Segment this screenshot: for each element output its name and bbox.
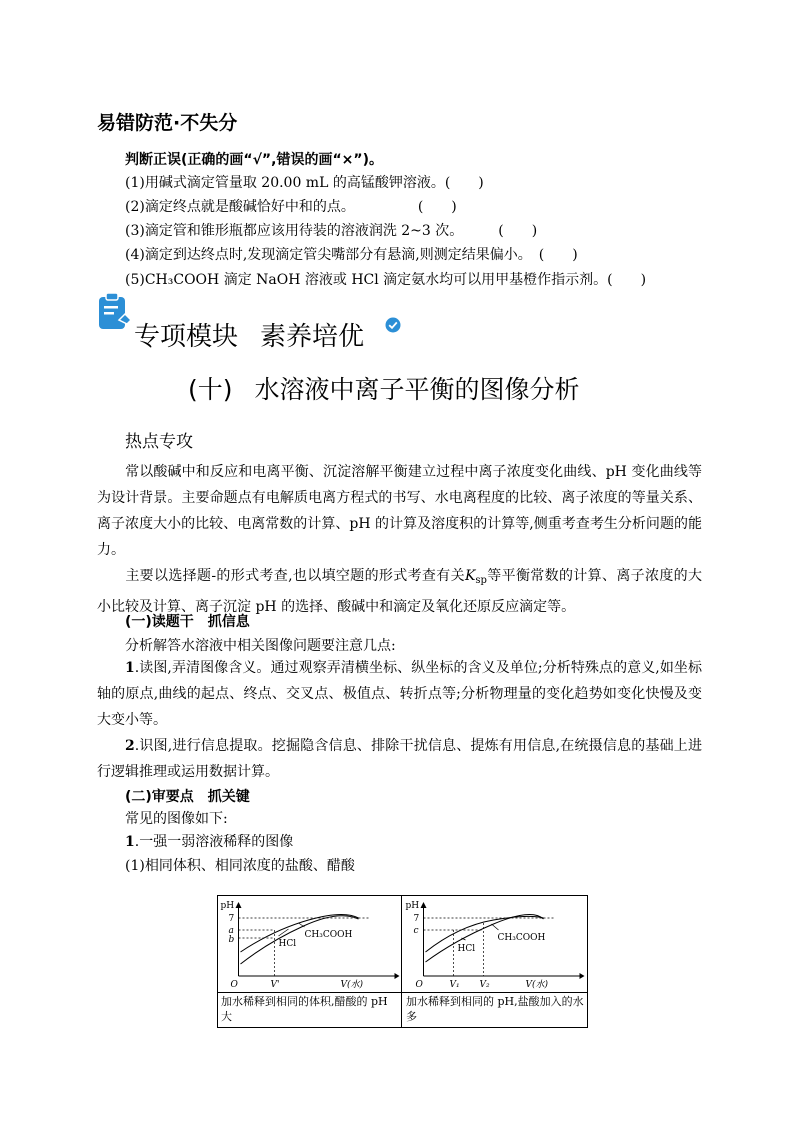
part2-step1a: (1)相同体积、相同浓度的盐酸、醋酸 (125, 858, 355, 874)
chart-left (218, 896, 402, 992)
part1-step1-text: .读图,弄清图像含义。通过观察弄清横坐标、纵坐标的含义及单位;分析特殊点的意义,如坐标轴的原点,曲线的起点、终点、交叉点、极值点、转折点等;分析物理量的变化趋势如变化快慢及变大变小等。 (97, 660, 702, 728)
banner-part1: 专项模块 (134, 322, 239, 352)
part1-step2 (97, 733, 702, 785)
judge-instruction: 判断正误(正确的画“√”,错误的画“×”)。 (125, 152, 383, 168)
hot-title: 热点专攻 (125, 432, 193, 452)
caption-right: 加水稀释到相同的 pH,盐酸加入的水多 (406, 995, 584, 1023)
judge-item-5: (5)CH₃COOH 滴定 NaOH 溶液或 HCl 滴定氨水均可以用甲基橙作指示剂。( ) (125, 272, 647, 288)
part1-heading-b: 抓信息 (207, 614, 250, 630)
part1-step2-num: 2 (125, 738, 135, 754)
left-xlabel: V(水) (340, 980, 364, 990)
paragraph-1-text: 常以酸碱中和反应和电离平衡、沉淀溶解平衡建立过程中离子浓度变化曲线、pH 变化曲线等为设计背景。主要命题点有电解质电离方程式的书写、水电离程度的比较、离子浓度的等量关系、离子浓度大小的比较、电离常数的计算、pH 的计算及溶度积的计算等,侧重考查考生分析问题的能力。 (97, 464, 702, 558)
left-x-arrow (395, 973, 400, 979)
judge-item-1: (1)用碱式滴定管量取 20.00 mL 的高锰酸钾溶液。( ) (125, 175, 484, 191)
dilution-figure (217, 895, 588, 1028)
left-ytick-a: a (228, 926, 234, 936)
right-ytick-7: 7 (413, 914, 420, 924)
part1-step2-text: .识图,进行信息提取。挖掘隐含信息、排除干扰信息、提炼有用信息,在统摄信息的基础上进行逻辑推理或运用数据计算。 (97, 738, 702, 780)
part2-heading (125, 786, 250, 806)
check-badge-icon (385, 317, 401, 333)
part1-intro: 分析解答水溶液中相关图像问题要注意几点: (125, 638, 396, 654)
right-xtick-v1: V₁ (449, 980, 460, 990)
caption-left: 加水稀释到相同的体积,醋酸的 pH 大 (221, 995, 388, 1023)
chart-right (403, 896, 587, 992)
part1-heading (125, 611, 250, 631)
part1-step1-num: 1 (125, 660, 135, 676)
right-ylabel: pH (405, 901, 420, 911)
part1-step1 (97, 655, 702, 733)
left-ytick-b: b (228, 935, 235, 945)
right-ytick-c: c (413, 926, 419, 936)
part1-heading-a: (一)读题干 (125, 614, 194, 630)
section-number: (十) (188, 375, 233, 404)
paragraph-2-text-a: 主要以选择题-的形式考查,也以填空题的形式考查有关 (125, 568, 465, 584)
banner-part2: 素养培优 (260, 322, 365, 352)
right-y-arrow (421, 902, 427, 908)
left-xtick: V' (270, 980, 280, 990)
right-label-ch3cooh: CH₃COOH (497, 933, 546, 943)
ksp-k: K (464, 568, 476, 584)
part2-intro: 常见的图像如下: (125, 811, 228, 827)
ksp-sub: sp (475, 575, 487, 586)
judge-item-2: (2)滴定终点就是酸碱恰好中和的点。 ( ) (125, 199, 457, 215)
section-title (188, 370, 580, 406)
left-ylabel: pH (220, 901, 235, 911)
part2-heading-b: 抓关键 (207, 789, 250, 805)
section-heading-yicuo: 易错防范·不失分 (97, 112, 238, 134)
banner-title (134, 316, 364, 353)
right-x-arrow (580, 973, 585, 979)
left-label-ch3cooh: CH₃COOH (304, 930, 353, 940)
right-origin: O (415, 980, 423, 990)
left-y-arrow (236, 902, 242, 908)
clipboard-icon (97, 292, 135, 332)
right-xtick-v2: V₂ (479, 980, 490, 990)
part2-heading-a: (二)审要点 (125, 789, 194, 805)
right-ch3cooh-leader (492, 924, 499, 930)
left-label-hcl: HCl (278, 939, 297, 949)
part2-step1-text: .一强一弱溶液稀释的图像 (134, 834, 294, 850)
left-origin: O (230, 980, 238, 990)
paragraph-1 (97, 459, 702, 563)
right-label-hcl: HCl (457, 944, 476, 954)
paragraph-2-text-b: 等平衡常数的计算、离子浓度的大小比较及计算、离子沉淀 pH 的选择、酸碱中和滴定及氧化还原反应滴定等。 (97, 568, 703, 615)
left-ytick-7: 7 (228, 914, 235, 924)
part2-step1 (125, 832, 293, 852)
right-xlabel: V(水) (525, 980, 549, 990)
part2-step1-num: 1 (125, 834, 135, 850)
judge-item-3: (3)滴定管和锥形瓶都应该用待装的溶液润洗 2~3 次。 ( ) (125, 223, 538, 239)
judge-item-4: (4)滴定到达终点时,发现滴定管尖嘴部分有悬滴,则测定结果偏小。 ( ) (125, 247, 578, 263)
section-title-text: 水溶液中离子平衡的图像分析 (254, 375, 580, 404)
